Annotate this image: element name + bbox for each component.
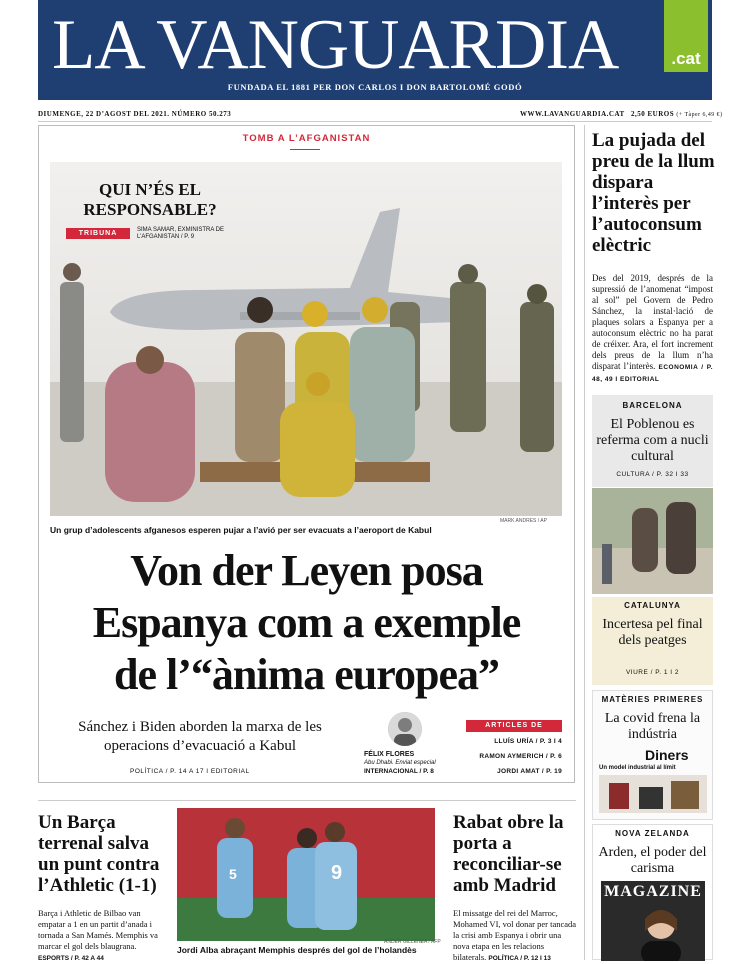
box-catalunya[interactable] <box>592 597 713 685</box>
box-kicker: NOVA ZELANDA <box>615 829 690 838</box>
author-role: Abu Dhabi. Enviat especial <box>364 760 436 766</box>
bottom-photo-credit: ANDER GILLENEA / AFP <box>384 939 441 945</box>
row-divider <box>38 800 576 801</box>
rabat-ref[interactable]: POLÍTICA / P. 12 I 13 <box>488 955 551 962</box>
article-item[interactable]: LLUÍS URÍA / P. 3 I 4 <box>494 738 562 745</box>
barca-headline[interactable]: Un Barça terrenal salva un punt contra l’Athletic (1-1) <box>38 812 160 896</box>
bottom-photo-caption: Jordi Alba abraçant Memphis després del gol de l’holandès <box>177 945 417 955</box>
box-kicker: CATALUNYA <box>624 601 681 610</box>
right-body-ref[interactable]: ECONOMIA / P. 48, 49 I EDITORIAL <box>592 364 714 383</box>
kicker-underline <box>290 149 320 150</box>
column-divider <box>584 125 585 960</box>
box-kicker: BARCELONA <box>622 401 683 410</box>
article-item[interactable]: RAMON AYMERICH / P. 6 <box>479 753 562 760</box>
right-body-text: Des del 2019, després de la supressió de l’anomenat “impost al sol” pel Govern de Pedro Sánchez, la instal·lació de plaques solars a Espanya per a autoconsum elèctric no ha parat de créixer. Ara, el fort increment dels preus de la llum n’ha disparat l’interès. <box>592 273 713 371</box>
right-body <box>592 273 713 385</box>
headline-line-2[interactable]: Espanya com a exemple <box>92 598 521 647</box>
right-headline[interactable]: La pujada del preu de la llum dispara l’interès per l’autoconsum elèctric <box>592 130 715 256</box>
barca-body-text: Barça i Athletic de Bilbao van empatar a 1 en un partit d’anada i tornada a San Mamés. Memphis va marcar el gol dels blaugrana. <box>38 908 158 951</box>
newspaper-logo[interactable]: LA VANGUARDIA <box>52 6 619 84</box>
header-divider <box>38 121 712 122</box>
box-title: Arden, el poder del carisma <box>598 845 707 876</box>
headline-line-1[interactable]: Von der Leyen posa <box>130 546 483 595</box>
headline-line-3[interactable]: de l’“ànima europea” <box>114 650 499 699</box>
box-title: La covid frena la indústria <box>604 711 701 742</box>
price-note: (+ Tàper 6,49 €) <box>676 112 723 118</box>
rabat-body <box>453 908 578 964</box>
diners-logo: Diners <box>645 747 689 763</box>
barcelona-photo[interactable] <box>592 488 713 594</box>
football-photo[interactable] <box>177 808 435 941</box>
subheadline: Sánchez i Biden aborden la marxa de les operacions d’evacuació a Kabul <box>78 719 322 754</box>
author-avatar <box>388 712 422 746</box>
website-link[interactable]: WWW.LAVANGUARDIA.CAT <box>520 110 625 118</box>
barca-ref[interactable]: ESPORTS / P. 42 A 44 <box>38 955 104 962</box>
box-ref: VIURE / P. 1 I 2 <box>625 669 680 676</box>
lead-kicker[interactable]: TOMB A L’AFGANISTAN <box>242 133 371 144</box>
tribuna-title[interactable]: QUI N’ÉS EL RESPONSABLE? <box>83 180 217 219</box>
cat-badge-label: .cat <box>671 49 701 68</box>
box-title: Incertesa pel final dels peatges <box>602 617 703 648</box>
article-item[interactable]: JORDI AMAT / P. 19 <box>497 768 562 775</box>
author-section-ref[interactable]: INTERNACIONAL / P. 8 <box>364 768 434 775</box>
cat-badge[interactable] <box>664 0 708 72</box>
rabat-headline[interactable]: Rabat obre la porta a reconciliar-se amb Madrid <box>453 812 564 896</box>
price-value: 2,50 EUROS <box>631 110 675 118</box>
magazine-cover <box>601 881 705 961</box>
section-ref[interactable]: POLÍTICA / P. 14 A 17 I EDITORIAL <box>130 768 250 775</box>
tribuna-label: TRIBUNA <box>66 228 130 239</box>
price <box>631 110 723 118</box>
diners-sub: Un model industrial al límit <box>599 765 676 771</box>
box-diners[interactable] <box>592 690 713 820</box>
articles-label: ARTICLES DE <box>466 720 562 732</box>
founded-line: FUNDADA EL 1881 PER DON CARLOS I DON BARTOLOMÉ GODÓ <box>227 82 523 92</box>
photo-caption: Un grup d’adolescents afganesos esperen pujar a l’avió per ser evacuats a l’aeroport de Kabul <box>50 525 432 535</box>
box-barcelona[interactable] <box>592 395 713 487</box>
box-kicker: MATÈRIES PRIMERES <box>601 695 704 704</box>
jersey-number: 5 <box>229 866 237 882</box>
box-magazine[interactable] <box>592 824 713 960</box>
box-title: El Poblenou es referma com a nucli cultural <box>596 417 709 464</box>
rabat-body-text: El missatge del rei del Marroc, Mohamed VI, vol donar per tancada la crisi amb Espanya i obrir una nova etapa en les relacions bilaterals. <box>453 908 577 962</box>
jersey-number: 9 <box>331 862 343 884</box>
barca-body <box>38 908 163 964</box>
magazine-logo: MAGAZINE <box>604 883 702 900</box>
author-name: FÉLIX FLORES <box>364 751 415 758</box>
tribuna-author: SIMA SAMAR, EXMINISTRA DE L’AFGANISTAN / P. 9 <box>137 227 225 240</box>
issue-date: DIUMENGE, 22 D’AGOST DEL 2021. NÚMERO 50.273 <box>38 110 232 118</box>
photo-credit: MARK ANDRES / AP <box>500 518 547 524</box>
box-ref: CULTURA / P. 32 I 33 <box>616 471 689 478</box>
